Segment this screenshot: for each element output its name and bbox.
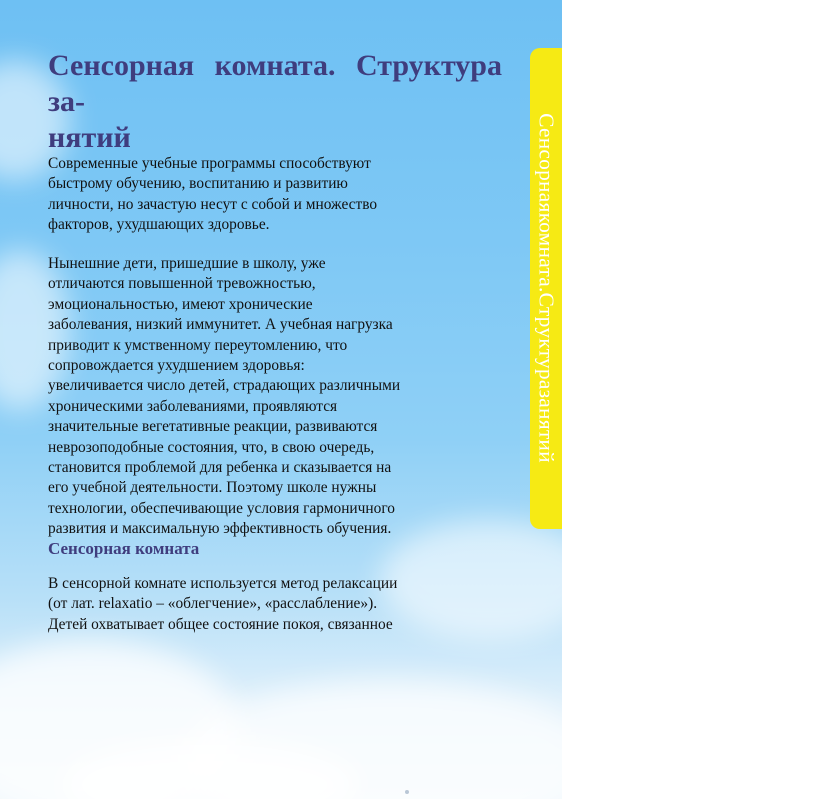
text-line: становится проблемой для ребенка и сказывается на [48,459,392,477]
text-line: Современные учебные программы способствуют [48,155,371,172]
text-line: быстрому обучению, воспитанию и развитию [48,175,348,193]
page-title [48,48,502,156]
text-line: личности, но зачастую несут с собой и множество [48,195,378,213]
text-line: (от лат. relaxatio – «облегчение», «расслабление»). [48,595,378,613]
text-line: Нынешние дети, пришедшие в школу, уже [48,255,326,272]
title-line: нятий [48,121,131,154]
text-line: Детей охватывает общее состояние покоя, связанное [48,615,393,633]
intro-paragraph [48,154,428,236]
text-line: неврозоподобные состояния, что, в свою очередь, [48,438,375,456]
title-word: комната. [214,49,336,82]
page-marker [405,790,409,794]
text-line: факторов, ухудшающих здоровье. [48,216,270,234]
section-heading: Сенсорная комната [48,539,200,558]
text-line: его учебной деятельности. Поэтому школе нужны [48,479,377,497]
text-line: хроническими заболеваниями, проявляются [48,397,338,415]
title-line: за- [48,85,86,118]
text-line: эмоциональностью, имеют хронические [48,295,313,313]
title-word: Сенсорная [48,49,195,82]
section-paragraph [48,574,428,635]
text-line: В сенсорной комнате используется метод релаксации [48,575,398,592]
title-word: Структура [356,49,502,82]
text-line: увеличивается число детей, страдающих различными [48,377,401,395]
text-line: отличаются повышенной тревожностью, [48,275,316,293]
text-line: заболевания, низкий иммунитет. А учебная нагрузка [48,316,393,334]
text-line: сопровождается ухудшением здоровья: [48,357,305,375]
main-paragraph [48,254,428,540]
text-line: развития и максимальную эффективность обучения. [48,520,392,538]
text-line: значительные вегетативные реакции, развиваются [48,418,378,436]
side-tab-label: Сенсорнаякомната.Структуразанятий [534,113,559,463]
text-line: технологии, обеспечивающие условия гармоничного [48,499,395,517]
text-line: приводит к умственному переутомлению, что [48,336,348,354]
